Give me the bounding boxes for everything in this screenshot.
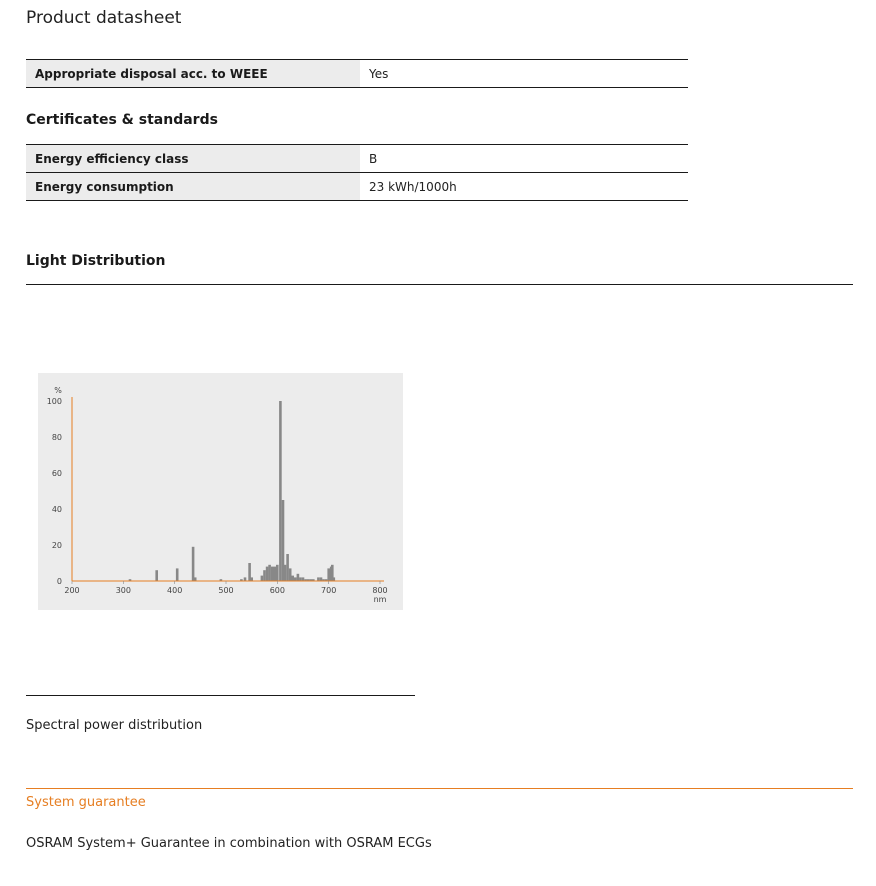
page-title: Product datasheet (26, 8, 182, 28)
spec-key: Appropriate disposal acc. to WEEE (26, 60, 360, 88)
spectrum-bar (289, 568, 292, 581)
spectrum-bar (266, 567, 269, 581)
guarantee-divider (26, 788, 853, 789)
spectrum-bar (286, 554, 289, 581)
spec-value: Yes (360, 60, 688, 88)
table-row (26, 173, 688, 201)
spectrum-bar (279, 401, 282, 581)
spectrum-bar (297, 574, 300, 581)
x-tick-label: 800 (372, 586, 388, 595)
spectrum-bar (302, 577, 305, 581)
spectrum-bar (333, 577, 336, 581)
spectral-chart-svg (38, 373, 403, 610)
x-tick-label: 300 (115, 586, 131, 595)
chart-divider (26, 695, 415, 696)
light-distribution-heading: Light Distribution (26, 253, 166, 269)
spectrum-bar (327, 568, 330, 581)
certificates-table (26, 144, 688, 201)
spectrum-bar (192, 547, 195, 581)
table-row (26, 145, 688, 173)
section-divider (26, 284, 853, 285)
spectrum-bar (155, 570, 158, 581)
spectrum-bar (299, 577, 302, 581)
spec-key: Energy consumption (26, 173, 360, 201)
y-tick-label: 0 (56, 577, 62, 586)
guarantee-text: OSRAM System+ Guarantee in combination with OSRAM ECGs (26, 836, 432, 851)
spectrum-bar (317, 577, 320, 581)
y-tick-label: 20 (51, 541, 62, 550)
spectrum-bar (263, 570, 266, 581)
spectrum-bar (274, 567, 277, 581)
spectrum-bar (320, 577, 323, 581)
guarantee-heading: System guarantee (26, 795, 146, 810)
spectrum-bar (250, 577, 253, 581)
spectrum-bar (276, 565, 279, 581)
y-tick-label: 40 (51, 505, 62, 514)
spec-value: B (360, 145, 688, 173)
x-tick-label: 200 (64, 586, 80, 595)
x-tick-label: 400 (167, 586, 183, 595)
spectrum-bar (244, 577, 247, 581)
disposal-table (26, 59, 688, 88)
spectrum-bar (261, 576, 264, 581)
spectrum-bar (268, 565, 271, 581)
spectrum-bar (176, 568, 179, 581)
spec-key: Energy efficiency class (26, 145, 360, 173)
y-axis-unit-label: % (54, 386, 62, 395)
spectrum-bar (284, 565, 287, 581)
spec-value: 23 kWh/1000h (360, 173, 688, 201)
y-tick-label: 80 (51, 433, 62, 442)
y-tick-label: 100 (46, 397, 62, 406)
x-tick-label: 500 (218, 586, 234, 595)
x-axis-unit-label: nm (373, 595, 387, 604)
spectrum-bar (294, 577, 297, 581)
y-tick-label: 60 (51, 469, 62, 478)
spectrum-bar (291, 576, 294, 581)
certificates-heading: Certificates & standards (26, 112, 218, 128)
spectral-chart (38, 373, 403, 610)
table-row (26, 60, 688, 88)
spectrum-bar (271, 567, 274, 581)
chart-caption: Spectral power distribution (26, 718, 203, 733)
x-tick-label: 700 (321, 586, 337, 595)
spectrum-bar (194, 577, 197, 581)
x-tick-label: 600 (269, 586, 285, 595)
